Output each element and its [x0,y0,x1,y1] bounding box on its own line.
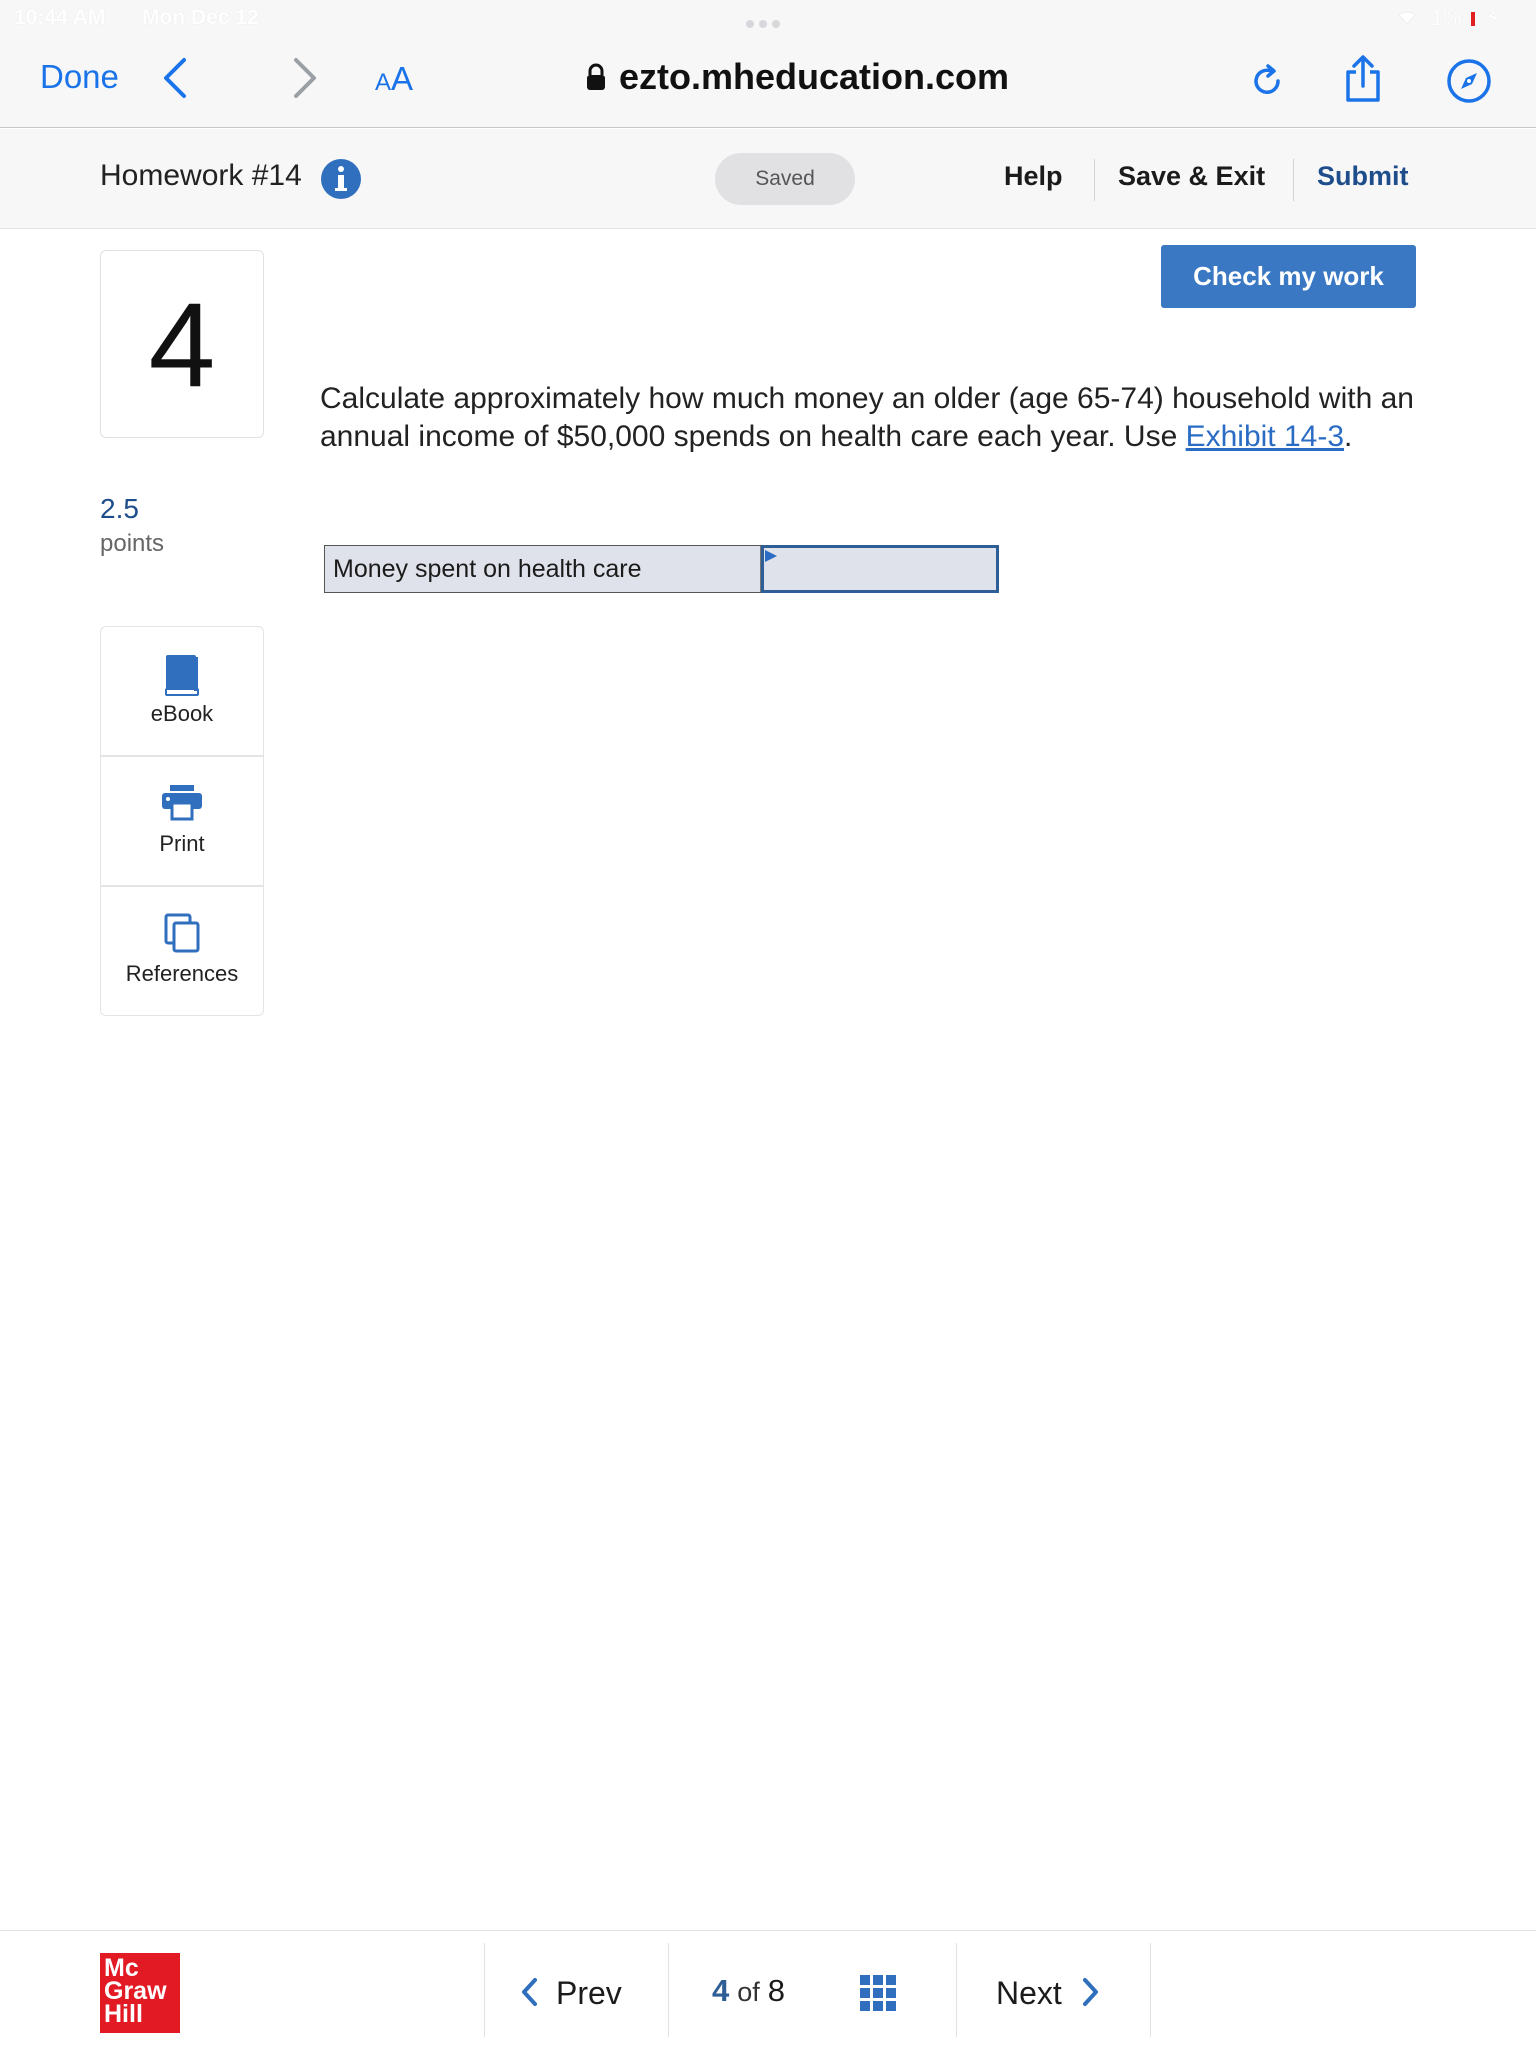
current-page: 4 [712,1973,730,2008]
status-time: 10:44 AM [14,6,106,29]
printer-icon [101,783,263,828]
copy-icon [101,913,263,960]
exhibit-link[interactable]: Exhibit 14-3 [1185,420,1345,453]
grid-icon[interactable] [860,1975,896,2016]
text-size-button[interactable]: AA [375,60,414,97]
status-indicators [1395,6,1500,31]
url-text: ezto.mheducation.com [619,56,1010,97]
browser-toolbar [0,40,1536,128]
status-bar [0,0,1536,40]
print-button[interactable] [100,756,264,886]
references-button[interactable] [100,886,264,1016]
wifi-icon [1395,7,1419,31]
pager-divider [956,1943,957,2037]
answer-row-label: Money spent on health care [325,546,761,592]
chevron-right-icon [290,56,320,100]
cell-flag-icon [765,549,777,567]
footer-nav [0,1930,1536,2048]
points-label: points [100,530,165,557]
book-icon [101,653,263,702]
info-icon[interactable] [320,158,362,205]
address-bar[interactable] [585,56,1009,100]
pager-divider [1150,1943,1151,2037]
question-text: Calculate approximately how much money an older (age 65-74) household with an annual income of $50,000 spends on health care each year. Use [320,382,1414,453]
header-divider [1094,159,1095,201]
header-divider [1293,159,1294,201]
chevron-left-icon [160,56,190,100]
of-label: of [737,1977,760,2007]
back-button[interactable] [160,56,190,105]
battery-icon [1471,12,1475,26]
forward-button[interactable] [290,56,320,105]
question-text-end: . [1344,420,1353,453]
compass-icon[interactable] [1446,58,1492,109]
save-exit-button[interactable]: Save & Exit [1118,161,1266,191]
points-value: 2.5 [100,493,139,524]
help-button[interactable]: Help [1004,161,1063,191]
ebook-button[interactable] [100,626,264,756]
next-button[interactable]: Next [996,1975,1100,2015]
prev-button[interactable]: Prev [520,1975,622,2015]
reload-icon[interactable] [1248,62,1286,105]
ebook-label: eBook [150,701,214,726]
answer-input[interactable] [761,545,999,593]
print-label: Print [159,831,205,856]
page-position [712,1973,785,2009]
pager-divider [484,1943,485,2037]
assignment-title: Homework #14 [100,159,302,192]
done-button[interactable]: Done [40,58,119,95]
multitasking-dots[interactable] [746,10,790,20]
answer-table [324,545,998,593]
share-icon[interactable] [1342,54,1384,109]
question-number: 4 [148,278,216,412]
battery-percent: 1% [1431,7,1462,30]
total-pages: 8 [767,1973,786,2008]
question-number-card [100,250,264,438]
status-date: Mon Dec 12 [142,6,259,29]
question-prompt [320,380,1430,456]
check-my-work-button[interactable]: Check my work [1161,245,1416,308]
chevron-right-icon [1082,1977,1100,2015]
pager-divider [668,1943,669,2037]
submit-button[interactable]: Submit [1317,161,1409,191]
references-label: References [125,961,239,986]
charging-icon: ⚡ [1485,7,1500,30]
mcgraw-hill-logo: Mc Graw Hill [100,1953,180,2033]
chevron-left-icon [520,1977,538,2015]
assignment-header [0,129,1536,229]
saved-status-badge: Saved [715,153,855,205]
lock-icon [585,58,607,100]
